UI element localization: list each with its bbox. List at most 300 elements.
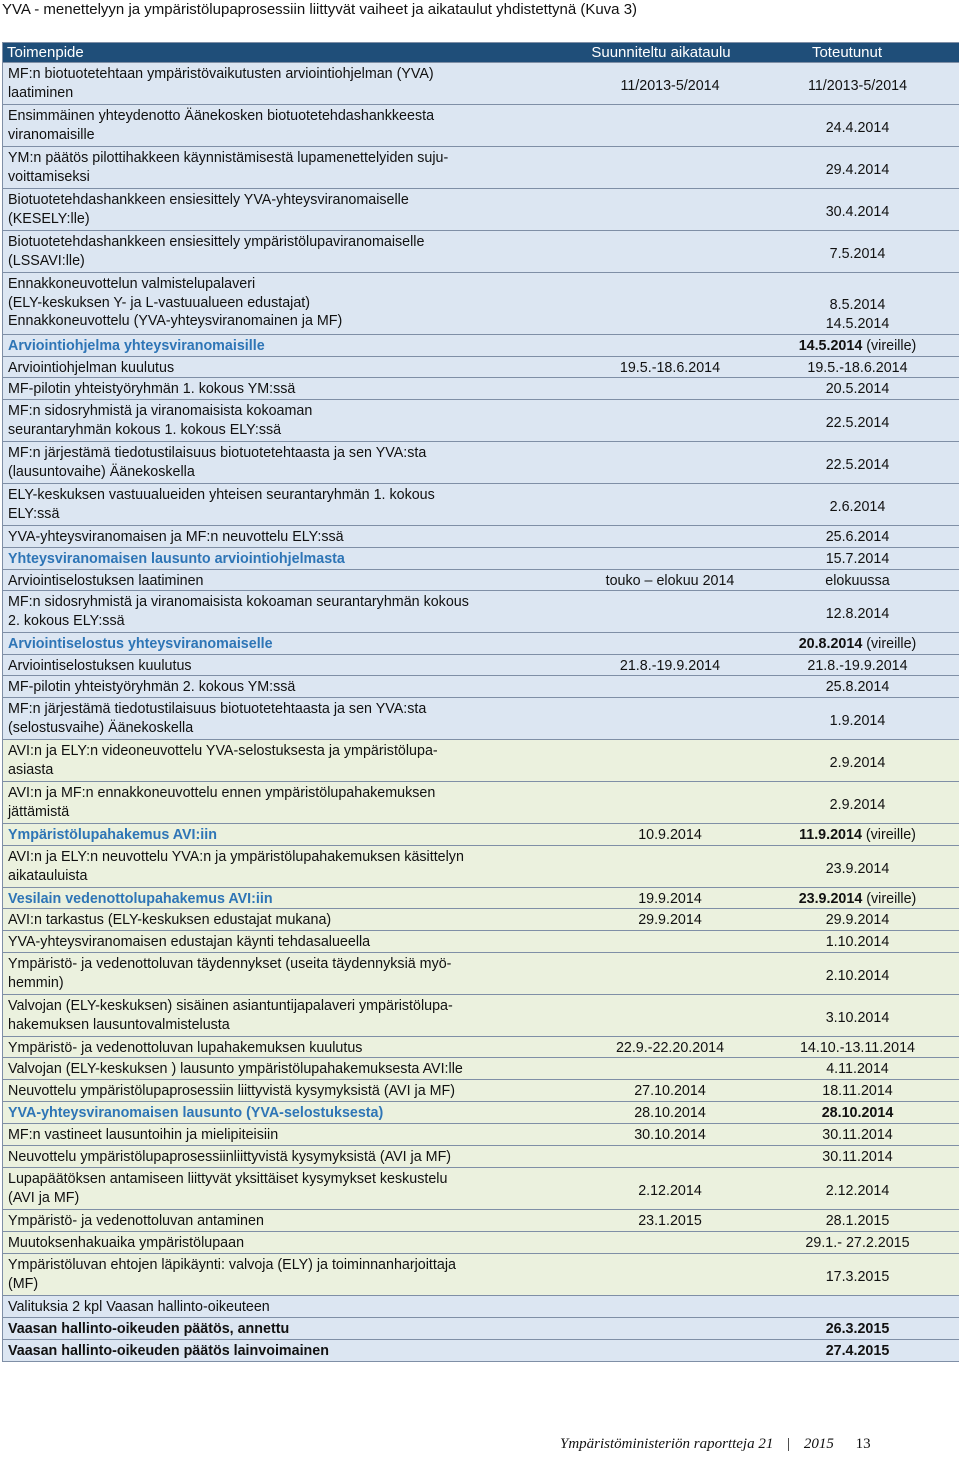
- planned-cell: [585, 591, 755, 632]
- table-row: [3, 591, 959, 633]
- actual-cell: [755, 1254, 960, 1295]
- actual-date: 17.3.2015: [825, 1268, 890, 1285]
- action-text: (lausuntovaihe) Äänekoskella: [8, 463, 195, 480]
- action-text: Ympäristöluvan ehtojen läpikäynti: valvoja (ELY) ja toiminnanharjoittaja: [8, 1257, 456, 1273]
- actual-cell: [755, 335, 960, 357]
- action-cell: [3, 273, 585, 334]
- actual-cell: [755, 1102, 960, 1124]
- table-row: [3, 1037, 959, 1058]
- action-cell: [3, 953, 585, 994]
- action-text: (LSSAVI:lle): [8, 252, 85, 269]
- table-header: [3, 43, 959, 63]
- action-cell: [3, 484, 585, 525]
- action-cell: [3, 676, 585, 698]
- planned-date: 22.9.-22.20.2014: [615, 1040, 725, 1056]
- planned-cell: [585, 931, 755, 953]
- actual-cell: [755, 591, 960, 632]
- action-cell: [3, 1210, 585, 1232]
- actual-cell: [755, 909, 960, 931]
- planned-cell: [585, 548, 755, 570]
- table-row: [3, 105, 959, 147]
- table-row: [3, 231, 959, 273]
- planned-date: 10.9.2014: [638, 827, 702, 843]
- action-cell: [3, 1058, 585, 1080]
- action-text: laatiminen: [8, 84, 74, 101]
- action-text: ELY-keskuksen vastuualueiden yhteisen seurantaryhmän 1. kokous: [8, 487, 435, 503]
- action-text: YVA-yhteysviranomaisen ja MF:n neuvottelu ELY:ssä: [8, 529, 344, 545]
- planned-cell: [585, 189, 755, 230]
- action-text: Ennakkoneuvottelun valmistelupalaveri: [8, 276, 256, 292]
- action-text: AVI:n ja MF:n ennakkoneuvottelu ennen ympäristölupahakemuksen: [8, 785, 436, 801]
- actual-cell: [755, 824, 960, 846]
- planned-cell: [585, 1232, 755, 1254]
- action-cell: [3, 526, 585, 548]
- actual-date: 30.11.2014: [822, 1149, 893, 1165]
- table-row: [3, 740, 959, 782]
- table-row: [3, 909, 959, 931]
- action-text: Ensimmäinen yhteydenotto Äänekosken biotuotetehdashankkeesta: [8, 108, 435, 124]
- actual-cell: [755, 484, 960, 525]
- planned-cell: [585, 335, 755, 357]
- planned-cell: [585, 273, 755, 334]
- table-row: [3, 676, 959, 698]
- actual-date: 1.9.2014: [829, 712, 886, 729]
- planned-cell: [585, 526, 755, 548]
- actual-date: 14.5.2014: [798, 338, 863, 354]
- planned-date: 19.9.2014: [638, 891, 702, 907]
- actual-date: 27.4.2015: [825, 1343, 890, 1359]
- planned-cell: [585, 147, 755, 188]
- planned-cell: [585, 655, 755, 677]
- action-text: (AVI ja MF): [8, 1189, 80, 1206]
- table-row: [3, 655, 959, 676]
- actual-date: 29.4.2014: [825, 161, 890, 178]
- actual-cell: [755, 570, 960, 592]
- action-cell: [3, 655, 585, 677]
- actual-cell: [755, 189, 960, 230]
- actual-date: 30.4.2014: [825, 203, 890, 220]
- actual-cell: [755, 63, 960, 104]
- actual-cell: [755, 655, 960, 677]
- action-cell: [3, 147, 585, 188]
- table-row: [3, 357, 959, 378]
- actual-cell: [755, 931, 960, 953]
- action-cell: [3, 1102, 585, 1124]
- actual-date: 2.12.2014: [825, 1182, 890, 1199]
- footer-year: 2015: [803, 1436, 834, 1452]
- page-title: YVA - menettelyyn ja ympäristölupaprosessiin liittyvät vaiheet ja aikataulut yhdistettynä (Kuva 3): [2, 1, 638, 18]
- table-row: [3, 1102, 959, 1124]
- actual-cell: [755, 105, 960, 146]
- action-text: Arviointiohjelma yhteysviranomaisille: [8, 338, 265, 354]
- actual-cell: [755, 357, 960, 379]
- action-text: Arviointiselostuksen kuulutus: [8, 658, 192, 674]
- actual-date: 29.9.2014: [825, 912, 890, 928]
- actual-cell: [755, 1058, 960, 1080]
- action-text: MF:n vastineet lausuntoihin ja mielipiteisiin: [8, 1127, 279, 1143]
- status-suffix: (vireille): [862, 338, 917, 354]
- actual-cell: [755, 1124, 960, 1146]
- header-col-action: Toimenpide: [7, 44, 84, 61]
- planned-cell: [585, 1080, 755, 1102]
- action-cell: [3, 335, 585, 357]
- planned-cell: [585, 909, 755, 931]
- actual-date: 2.9.2014: [829, 796, 886, 813]
- planned-cell: [585, 357, 755, 379]
- action-cell: [3, 740, 585, 781]
- action-text: jättämistä: [8, 803, 70, 820]
- actual-cell: [755, 1296, 960, 1318]
- action-cell: [3, 824, 585, 846]
- action-text: MF:n sidosryhmistä ja viranomaisista kokoaman seurantaryhmän kokous: [8, 594, 469, 610]
- action-text: Arviointiselostus yhteysviranomaiselle: [8, 636, 273, 652]
- action-cell: [3, 1340, 585, 1362]
- actual-cell: [755, 1318, 960, 1340]
- action-text: (KESELY:lle): [8, 210, 90, 227]
- actual-date: 18.11.2014: [822, 1083, 893, 1099]
- action-cell: [3, 633, 585, 655]
- actual-date: 22.5.2014: [825, 456, 890, 473]
- action-text: MF:n sidosryhmistä ja viranomaisista kokoaman: [8, 403, 313, 419]
- actual-date: 25.6.2014: [825, 529, 890, 545]
- footer-separator: |: [787, 1436, 791, 1452]
- actual-date: 14.10.-13.11.2014: [799, 1040, 915, 1056]
- action-cell: [3, 1146, 585, 1168]
- actual-cell: [755, 633, 960, 655]
- actual-date: 29.1.- 27.2.2015: [805, 1235, 910, 1251]
- planned-cell: [585, 570, 755, 592]
- action-text: MF:n järjestämä tiedotustilaisuus biotuotetehtaasta ja sen YVA:sta: [8, 701, 427, 717]
- action-cell: [3, 931, 585, 953]
- actual-date: 23.9.2014: [798, 891, 863, 907]
- action-text: voittamiseksi: [8, 168, 90, 185]
- actual-date: 20.8.2014: [798, 636, 863, 652]
- actual-date: 2.9.2014: [829, 754, 886, 771]
- status-suffix: (vireille): [862, 636, 917, 652]
- action-text: Ympäristölupahakemus AVI:iin: [8, 827, 217, 843]
- table-row: [3, 484, 959, 526]
- planned-cell: [585, 1102, 755, 1124]
- action-text: Yhteysviranomaisen lausunto arviointiohjelmasta: [8, 551, 345, 567]
- actual-cell: [755, 400, 960, 441]
- action-cell: [3, 189, 585, 230]
- footer-page-number: 13: [855, 1436, 871, 1452]
- planned-date: 21.8.-19.9.2014: [619, 658, 721, 674]
- table-row: [3, 1146, 959, 1168]
- action-text: (ELY-keskuksen Y- ja L-vastuualueen edustajat): [8, 294, 311, 311]
- actual-date: 24.4.2014: [825, 119, 890, 136]
- actual-date: 28.10.2014: [821, 1105, 894, 1121]
- planned-cell: [585, 1318, 755, 1340]
- page-footer: [560, 1436, 871, 1453]
- table-row: [3, 1210, 959, 1232]
- table-body: [3, 63, 959, 1362]
- planned-cell: [585, 633, 755, 655]
- planned-cell: [585, 484, 755, 525]
- planned-cell: [585, 1254, 755, 1295]
- action-text: Vaasan hallinto-oikeuden päätös, annettu: [8, 1321, 290, 1337]
- action-text: Ennakkoneuvottelu (YVA-yhteysviranomainen ja MF): [8, 313, 343, 329]
- planned-date: 30.10.2014: [634, 1127, 706, 1143]
- planned-cell: [585, 105, 755, 146]
- actual-date: 11.9.2014: [799, 827, 862, 843]
- actual-date: 2.10.2014: [825, 967, 890, 984]
- actual-cell: [755, 740, 960, 781]
- action-cell: [3, 231, 585, 272]
- table-row: [3, 824, 959, 846]
- table-row: [3, 526, 959, 548]
- table-row: [3, 1340, 959, 1362]
- action-cell: [3, 1296, 585, 1318]
- actual-date: 21.8.-19.9.2014: [807, 658, 908, 674]
- table-row: [3, 189, 959, 231]
- planned-cell: [585, 1210, 755, 1232]
- planned-cell: [585, 400, 755, 441]
- table-row: [3, 1254, 959, 1296]
- action-text: MF:n biotuotetehtaan ympäristövaikutusten arviointiohjelman (YVA): [8, 66, 434, 82]
- action-text: Arviointiohjelman kuulutus: [8, 360, 175, 376]
- planned-cell: [585, 442, 755, 483]
- action-cell: [3, 1254, 585, 1295]
- actual-date: elokuussa: [825, 573, 890, 589]
- header-col-actual: Toteutunut: [811, 43, 883, 61]
- action-text: viranomaisille: [8, 126, 95, 143]
- action-text: Ympäristö- ja vedenottoluvan antaminen: [8, 1213, 264, 1229]
- actual-cell: [755, 273, 960, 334]
- action-text: Biotuotetehdashankkeen ensiesittely YVA-yhteysviranomaiselle: [8, 192, 409, 208]
- action-cell: [3, 591, 585, 632]
- action-text: YVA-yhteysviranomaisen lausunto (YVA-selostuksesta): [8, 1105, 384, 1121]
- action-text: Valvojan (ELY-keskuksen) sisäinen asiantuntijapalaveri ympäristölupa-: [8, 998, 453, 1014]
- actual-cell: [755, 1168, 960, 1209]
- header-col-planned: Suunniteltu aikataulu: [591, 43, 731, 61]
- table-row: [3, 846, 959, 888]
- planned-date: 23.1.2015: [638, 1213, 702, 1229]
- action-cell: [3, 442, 585, 483]
- actual-cell: [755, 147, 960, 188]
- table-row: [3, 570, 959, 591]
- actual-date: 11/2013-5/2014: [807, 77, 908, 94]
- table-row: [3, 633, 959, 655]
- planned-date: 19.5.-18.6.2014: [619, 360, 721, 376]
- action-cell: [3, 105, 585, 146]
- action-text: hemmin): [8, 974, 64, 991]
- planned-date: 28.10.2014: [634, 1105, 706, 1121]
- action-text: ELY:ssä: [8, 505, 60, 522]
- actual-cell: [755, 888, 960, 910]
- actual-date: 12.8.2014: [825, 605, 890, 622]
- action-cell: [3, 400, 585, 441]
- action-text: Muutoksenhakuaika ympäristölupaan: [8, 1235, 245, 1251]
- action-cell: [3, 1232, 585, 1254]
- status-suffix: (vireille): [862, 891, 917, 907]
- planned-cell: [585, 1340, 755, 1362]
- actual-cell: [755, 548, 960, 570]
- planned-date: 29.9.2014: [638, 912, 702, 928]
- planned-cell: [585, 782, 755, 823]
- action-text: (MF): [8, 1275, 39, 1292]
- table-row: [3, 782, 959, 824]
- planned-cell: [585, 1146, 755, 1168]
- action-cell: [3, 782, 585, 823]
- action-text: Valituksia 2 kpl Vaasan hallinto-oikeuteen: [8, 1299, 270, 1315]
- action-text: MF-pilotin yhteistyöryhmän 2. kokous YM:ssä: [8, 679, 296, 695]
- actual-date: 28.1.2015: [825, 1213, 890, 1229]
- planned-cell: [585, 1168, 755, 1209]
- table-row: [3, 931, 959, 953]
- actual-date: 15.7.2014: [825, 551, 890, 567]
- action-text: asiasta: [8, 761, 54, 778]
- table-row: [3, 1168, 959, 1210]
- actual-date: 4.11.2014: [826, 1061, 889, 1077]
- actual-cell: [755, 995, 960, 1036]
- action-text: AVI:n ja ELY:n videoneuvottelu YVA-selostuksesta ja ympäristölupa-: [8, 743, 438, 759]
- action-cell: [3, 1318, 585, 1340]
- action-cell: [3, 698, 585, 739]
- action-text: aikatauluista: [8, 867, 88, 884]
- actual-cell: [755, 782, 960, 823]
- action-cell: [3, 548, 585, 570]
- planned-cell: [585, 231, 755, 272]
- planned-date: 27.10.2014: [634, 1083, 706, 1099]
- actual-date: 22.5.2014: [825, 414, 890, 431]
- actual-cell: [755, 1037, 960, 1059]
- actual-cell: [755, 442, 960, 483]
- table-row: [3, 888, 959, 909]
- planned-cell: [585, 378, 755, 400]
- action-text: Ympäristö- ja vedenottoluvan täydennykset (useita täydennyksiä myö-: [8, 956, 452, 972]
- action-cell: [3, 995, 585, 1036]
- planned-cell: [585, 1124, 755, 1146]
- planned-cell: [585, 1058, 755, 1080]
- table-row: [3, 273, 959, 335]
- actual-cell: [755, 953, 960, 994]
- action-text: (selostusvaihe) Äänekoskella: [8, 719, 194, 736]
- actual-cell: [755, 846, 960, 887]
- status-suffix: (vireille): [861, 827, 916, 843]
- table-row: [3, 400, 959, 442]
- table-row: [3, 698, 959, 740]
- action-text: MF:n järjestämä tiedotustilaisuus biotuotetehtaasta ja sen YVA:sta: [8, 445, 427, 461]
- actual-cell: [755, 698, 960, 739]
- action-text: AVI:n ja ELY:n neuvottelu YVA:n ja ympäristölupahakemuksen käsittelyn: [8, 849, 464, 865]
- actual-cell: [755, 1340, 960, 1362]
- table-row: [3, 1058, 959, 1080]
- action-text: YM:n päätös pilottihakkeen käynnistämisestä lupamenettelyiden suju-: [8, 150, 449, 166]
- actual-date: 30.11.2014: [822, 1127, 893, 1143]
- action-text: Biotuotetehdashankkeen ensiesittely ympäristölupaviranomaiselle: [8, 234, 425, 250]
- planned-date: 2.12.2014: [638, 1182, 702, 1199]
- action-cell: [3, 846, 585, 887]
- action-text: Vaasan hallinto-oikeuden päätös lainvoimainen: [8, 1343, 329, 1359]
- action-text: Neuvottelu ympäristölupaprosessiinliittyvistä kysymyksistä (AVI ja MF): [8, 1149, 452, 1165]
- table-row: [3, 1232, 959, 1254]
- planned-cell: [585, 1037, 755, 1059]
- planned-cell: [585, 1296, 755, 1318]
- action-cell: [3, 1037, 585, 1059]
- table-row: [3, 995, 959, 1037]
- planned-cell: [585, 63, 755, 104]
- planned-date: 11/2013-5/2014: [620, 77, 720, 94]
- planned-cell: [585, 888, 755, 910]
- planned-date: touko – elokuu 2014: [605, 573, 735, 589]
- table-row: [3, 378, 959, 400]
- actual-date: 8.5.2014: [829, 297, 886, 313]
- action-text: Vesilain vedenottolupahakemus AVI:iin: [8, 891, 273, 907]
- planned-cell: [585, 824, 755, 846]
- actual-date: 14.5.2014: [825, 315, 890, 332]
- actual-cell: [755, 231, 960, 272]
- action-cell: [3, 1124, 585, 1146]
- planned-cell: [585, 953, 755, 994]
- actual-date: 25.8.2014: [825, 679, 890, 695]
- actual-date: 23.9.2014: [825, 860, 890, 877]
- table-row: [3, 1080, 959, 1102]
- actual-cell: [755, 676, 960, 698]
- actual-cell: [755, 1232, 960, 1254]
- action-text: Valvojan (ELY-keskuksen ) lausunto ympäristölupahakemuksesta AVI:lle: [8, 1061, 463, 1077]
- actual-date: 7.5.2014: [829, 245, 886, 262]
- action-text: hakemuksen lausuntovalmistelusta: [8, 1016, 230, 1033]
- schedule-table: [2, 42, 959, 1362]
- table-row: [3, 1318, 959, 1340]
- action-text: MF-pilotin yhteistyöryhmän 1. kokous YM:ssä: [8, 381, 296, 397]
- actual-date: 1.10.2014: [825, 934, 890, 950]
- action-cell: [3, 888, 585, 910]
- table-row: [3, 147, 959, 189]
- table-row: [3, 63, 959, 105]
- action-text: Arviointiselostuksen laatiminen: [8, 573, 204, 589]
- planned-cell: [585, 846, 755, 887]
- action-cell: [3, 909, 585, 931]
- footer-publication: Ympäristöministeriön raportteja 21: [560, 1436, 774, 1452]
- action-text: Lupapäätöksen antamiseen liittyvät yksittäiset kysymykset keskustelu: [8, 1171, 448, 1187]
- actual-date: 20.5.2014: [825, 381, 890, 397]
- actual-cell: [755, 526, 960, 548]
- planned-cell: [585, 698, 755, 739]
- table-row: [3, 548, 959, 570]
- planned-cell: [585, 740, 755, 781]
- action-text: Ympäristö- ja vedenottoluvan lupahakemuksen kuulutus: [8, 1040, 363, 1056]
- actual-cell: [755, 1146, 960, 1168]
- action-cell: [3, 357, 585, 379]
- table-row: [3, 1124, 959, 1146]
- actual-cell: [755, 1210, 960, 1232]
- action-cell: [3, 378, 585, 400]
- table-row: [3, 953, 959, 995]
- table-row: [3, 335, 959, 357]
- actual-date: 3.10.2014: [825, 1009, 890, 1026]
- action-text: Neuvottelu ympäristölupaprosessiin liittyvistä kysymyksistä (AVI ja MF): [8, 1083, 456, 1099]
- actual-date: 19.5.-18.6.2014: [807, 360, 908, 376]
- actual-cell: [755, 1080, 960, 1102]
- action-text: 2. kokous ELY:ssä: [8, 612, 125, 629]
- table-row: [3, 1296, 959, 1318]
- action-cell: [3, 63, 585, 104]
- action-cell: [3, 570, 585, 592]
- table-row: [3, 442, 959, 484]
- actual-cell: [755, 378, 960, 400]
- action-cell: [3, 1080, 585, 1102]
- action-text: AVI:n tarkastus (ELY-keskuksen edustajat mukana): [8, 912, 332, 928]
- action-text: seurantaryhmän kokous 1. kokous ELY:ssä: [8, 421, 282, 438]
- actual-date: 2.6.2014: [829, 498, 886, 515]
- action-cell: [3, 1168, 585, 1209]
- planned-cell: [585, 995, 755, 1036]
- action-text: YVA-yhteysviranomaisen edustajan käynti tehdasalueella: [8, 934, 371, 950]
- actual-date: 26.3.2015: [825, 1321, 890, 1337]
- planned-cell: [585, 676, 755, 698]
